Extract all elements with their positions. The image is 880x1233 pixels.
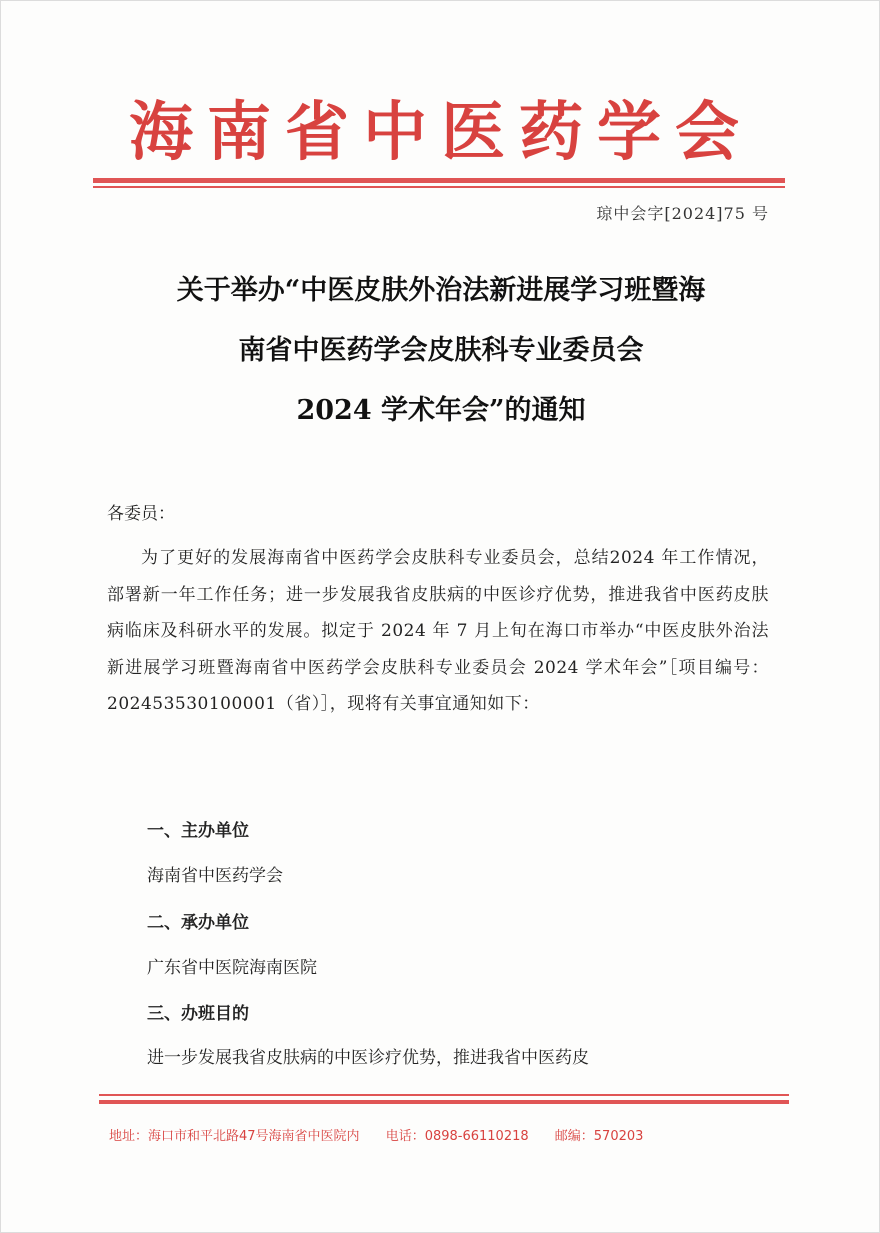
footer-postcode: 邮编：570203 xyxy=(554,1129,644,1144)
letterhead-rule-thick xyxy=(93,178,785,183)
letterhead-rule-thin xyxy=(93,186,785,188)
footer-rule-thick xyxy=(99,1100,789,1104)
notice-title-line-3: 2024 学术年会”的通知 xyxy=(296,395,586,426)
document-number: 琼中会字[2024]75 号 xyxy=(596,204,769,223)
section-text-purpose: 进一步发展我省皮肤病的中医诊疗优势，推进我省中医药皮 xyxy=(147,1048,589,1068)
section-heading-host: 二、承办单位 xyxy=(147,913,249,933)
notice-title-line-2: 南省中医药学会皮肤科专业委员会 xyxy=(238,335,644,366)
section-heading-organizer: 一、主办单位 xyxy=(147,821,249,841)
footer-rule-thin xyxy=(99,1094,789,1096)
section-text-host: 广东省中医院海南医院 xyxy=(147,958,317,978)
section-text-organizer: 海南省中医药学会 xyxy=(147,866,283,886)
notice-title-line-1: 关于举办“中医皮肤外治法新进展学习班暨海 xyxy=(176,275,706,306)
salutation: 各委员： xyxy=(107,504,175,524)
footer-contact xyxy=(109,1125,665,1144)
section-heading-purpose: 三、办班目的 xyxy=(147,1004,249,1024)
letterhead-org-name: 海南省中医药学会 xyxy=(129,95,753,170)
intro-paragraph: 为了更好的发展海南省中医药学会皮肤科专业委员会，总结2024 年工作情况，部署新一年工作任务；进一步发展我省皮肤病的中医诊疗优势，推进我省中医药皮肤病临床及科研水平的发展。拟定于 2024 年 7 月上旬在海口市举办“中医皮肤外治法新进展学习班暨海南省中医药学会皮肤科专业委员会 2024 学术年会”［项目编号：202453530100001（省）］，现将有关事宜通知如下： xyxy=(107,548,769,714)
footer-phone: 电话：0898-66110218 xyxy=(385,1129,529,1144)
footer-address: 地址：海口市和平北路47号海南省中医院内 xyxy=(109,1129,360,1144)
